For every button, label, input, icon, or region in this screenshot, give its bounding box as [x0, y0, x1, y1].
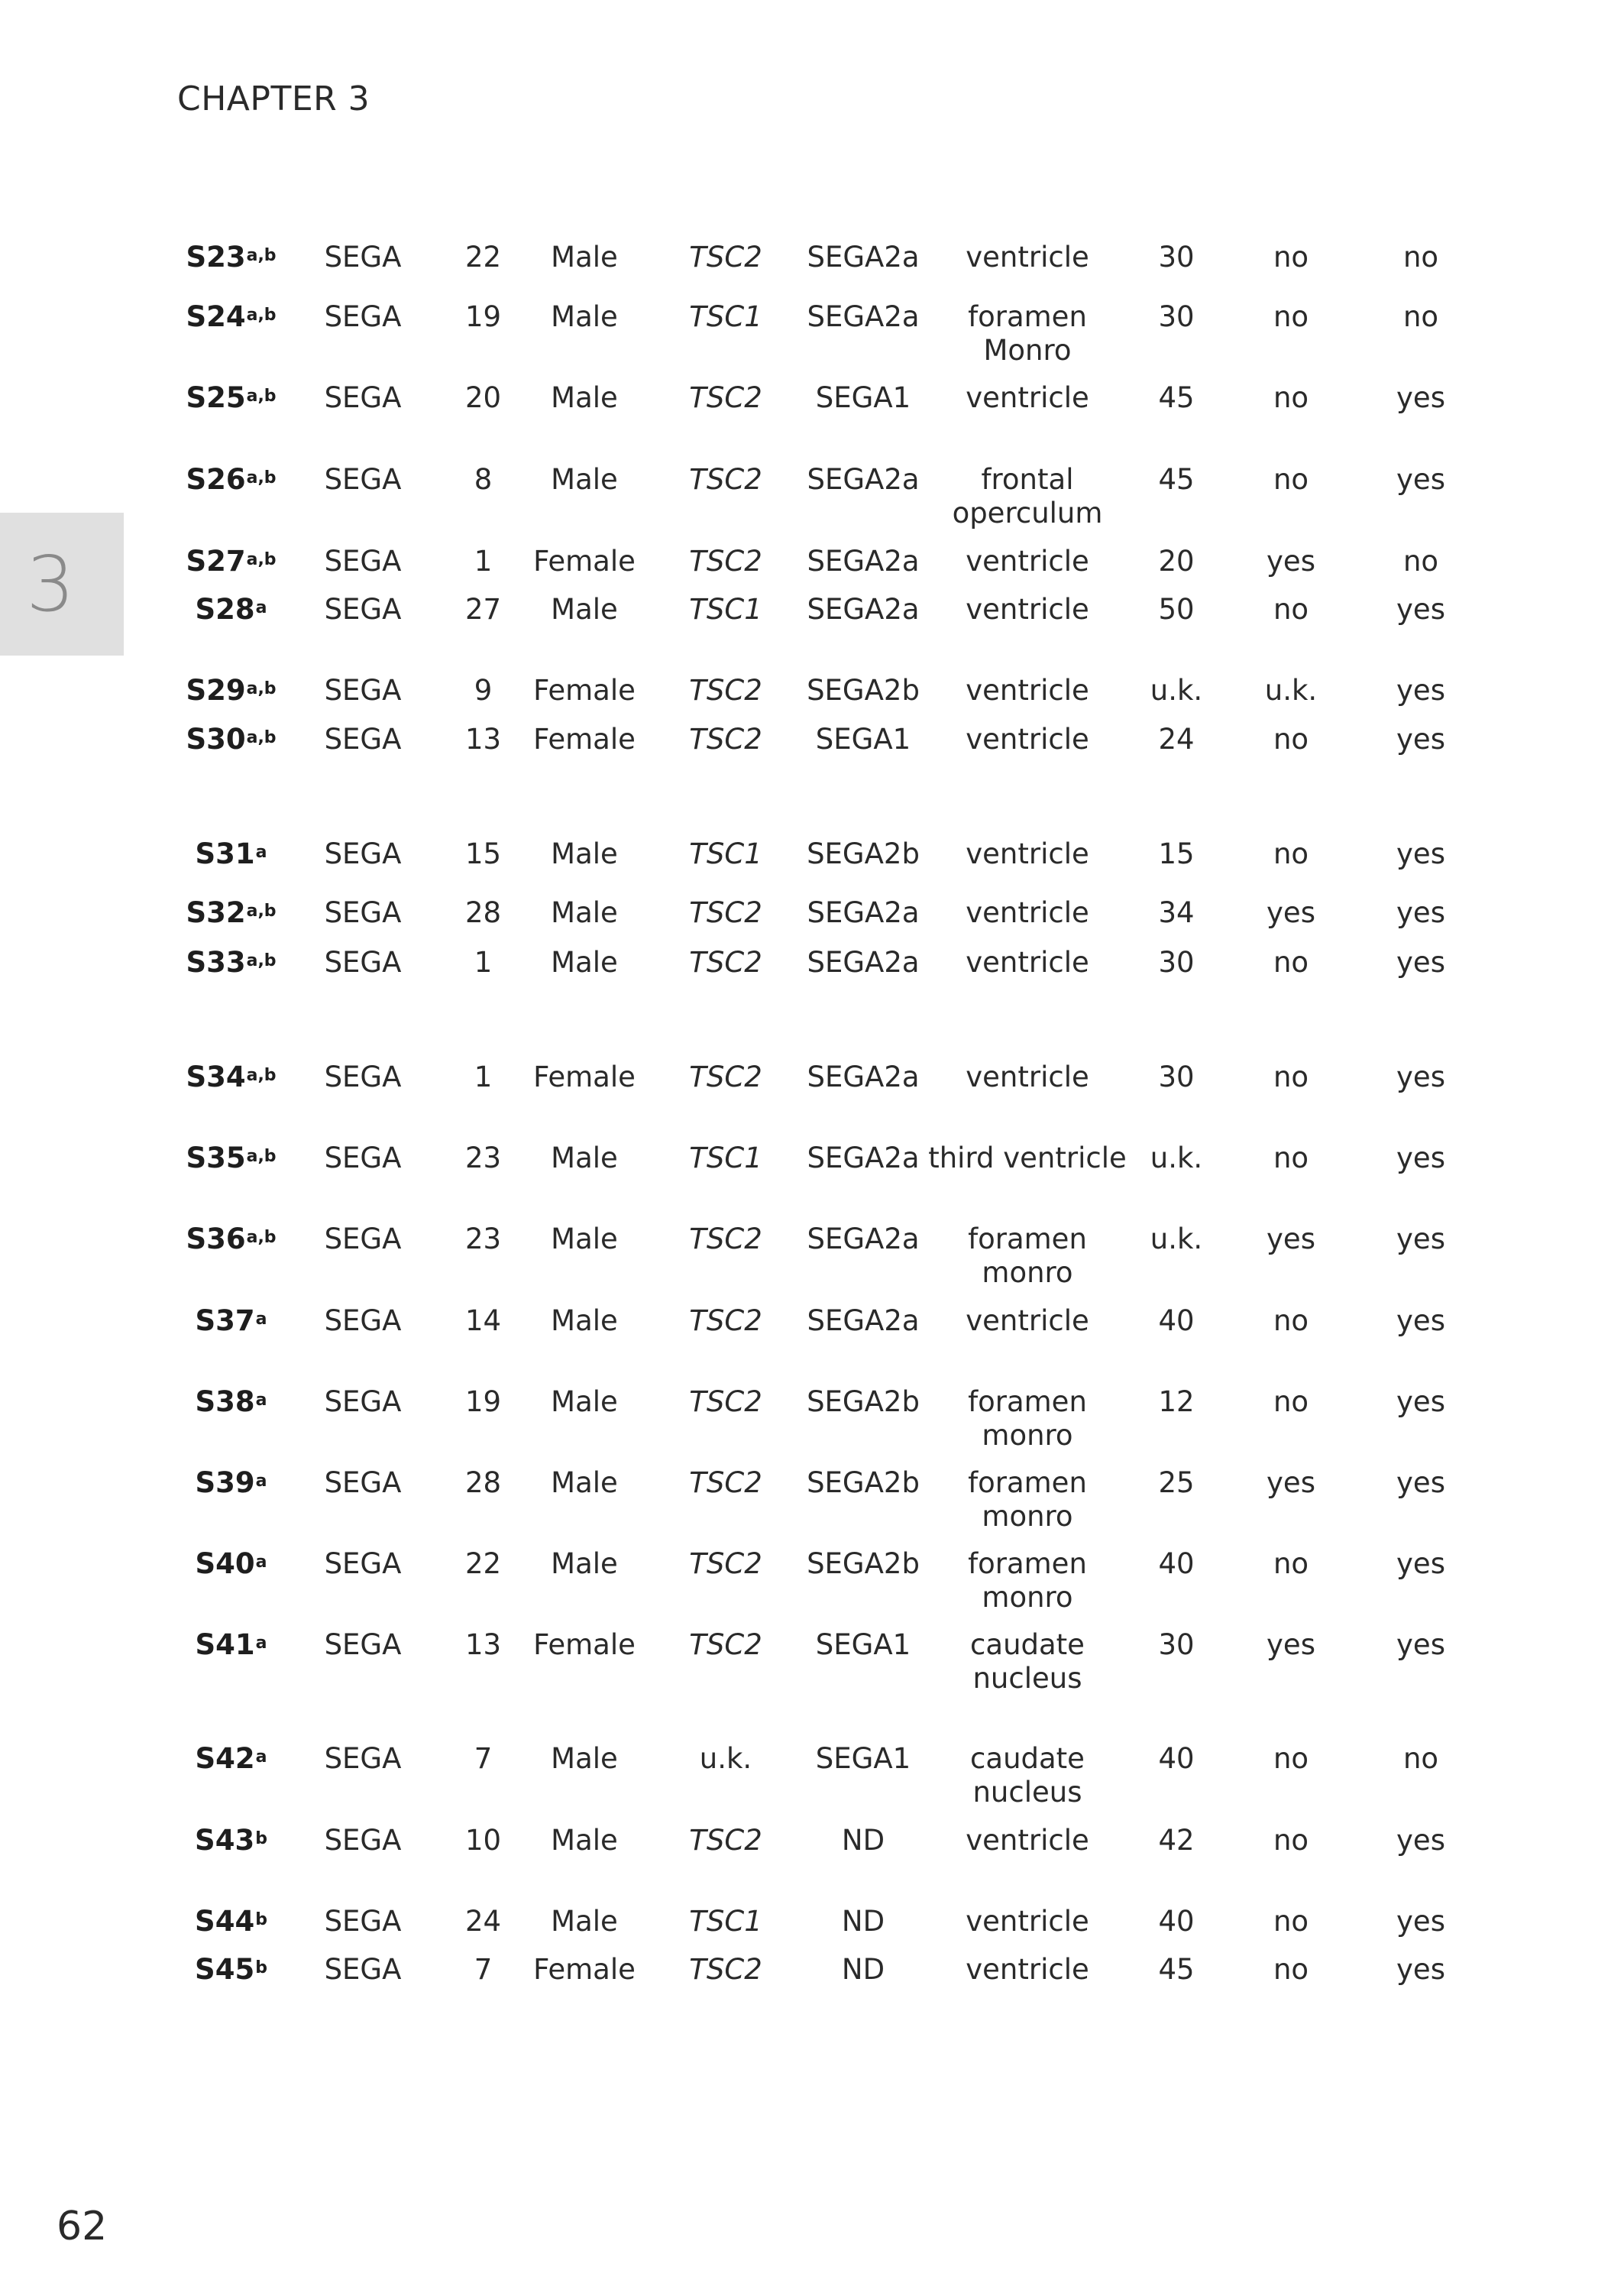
cell-sample-id — [172, 837, 290, 871]
cell-sex: Male — [551, 1742, 618, 1775]
cell-sample-id — [172, 463, 290, 497]
cell-age: 23 — [464, 1142, 502, 1174]
cell-col9: yes — [1396, 1061, 1445, 1093]
cell-gene: TSC2 — [689, 381, 762, 414]
cell-grade: SEGA2a — [807, 593, 920, 626]
cell-type: SEGA — [324, 946, 402, 979]
table-row — [0, 946, 1624, 1030]
cell-age: 28 — [464, 896, 502, 929]
cell-type: SEGA — [324, 1953, 402, 1986]
cell-location: ventricle — [966, 837, 1089, 870]
sample-footnote-marker: a,b — [246, 1066, 277, 1085]
cell-size: 30 — [1158, 1061, 1195, 1093]
cell-sex: Male — [551, 1223, 618, 1255]
cell-gene: u.k. — [699, 1742, 752, 1775]
table-row — [0, 1223, 1624, 1307]
cell-sample-id — [172, 1628, 290, 1662]
cell-age: 22 — [464, 1547, 502, 1580]
cell-sex: Male — [551, 241, 618, 274]
sample-id: S23 — [186, 241, 246, 274]
cell-gene: TSC2 — [689, 1061, 762, 1093]
cell-sample-id — [172, 1824, 290, 1857]
sample-id: S28 — [195, 593, 255, 626]
cell-grade: SEGA2b — [807, 837, 920, 870]
cell-gene: TSC2 — [689, 545, 762, 578]
cell-age: 20 — [464, 381, 502, 414]
table-row — [0, 1953, 1624, 2037]
sample-id: S36 — [186, 1223, 246, 1255]
cell-grade: SEGA2a — [807, 1223, 920, 1255]
table-row — [0, 1824, 1624, 1908]
cell-col9: yes — [1396, 896, 1445, 929]
cell-gene: TSC1 — [689, 1905, 762, 1938]
sample-footnote-marker: a,b — [246, 1228, 277, 1247]
cell-type: SEGA — [324, 381, 402, 414]
cell-sample-id — [172, 381, 290, 415]
cell-location: foramen Monro — [968, 300, 1087, 367]
cell-grade: ND — [841, 1824, 885, 1857]
cell-sex: Male — [551, 381, 618, 414]
sample-footnote-marker: b — [255, 1958, 267, 1977]
table-row — [0, 300, 1624, 384]
cell-sex: Female — [533, 674, 636, 707]
sample-footnote-marker: a,b — [246, 679, 277, 698]
cell-sample-id — [172, 723, 290, 756]
cell-col9: yes — [1396, 1547, 1445, 1580]
sample-id: S41 — [195, 1628, 255, 1661]
cell-gene: TSC2 — [689, 1466, 762, 1499]
cell-location: ventricle — [966, 545, 1089, 578]
sample-footnote-marker: a — [255, 1634, 267, 1653]
sample-id: S24 — [186, 300, 246, 333]
cell-sample-id — [172, 593, 290, 627]
cell-type: SEGA — [324, 674, 402, 707]
cell-age: 27 — [464, 593, 502, 626]
cell-gene: TSC2 — [689, 1385, 762, 1418]
cell-sex: Female — [533, 545, 636, 578]
cell-col8: yes — [1267, 1628, 1315, 1661]
cell-sample-id — [172, 545, 290, 578]
sample-footnote-marker: a,b — [246, 728, 277, 747]
cell-grade: SEGA2a — [807, 241, 920, 274]
cell-gene: TSC2 — [689, 1223, 762, 1255]
cell-type: SEGA — [324, 1824, 402, 1857]
cell-col9: yes — [1396, 837, 1445, 870]
cell-type: SEGA — [324, 1742, 402, 1775]
sample-footnote-marker: a — [255, 1310, 267, 1329]
cell-col9: yes — [1396, 593, 1445, 626]
cell-col9: no — [1402, 300, 1439, 333]
cell-sample-id — [172, 674, 290, 708]
cell-col8: no — [1273, 1304, 1309, 1337]
cell-gene: TSC2 — [689, 463, 762, 496]
cell-size: 40 — [1158, 1742, 1195, 1775]
cell-grade: SEGA1 — [815, 381, 911, 414]
cell-col8: no — [1273, 946, 1309, 979]
cell-col8: no — [1273, 837, 1309, 870]
cell-sex: Male — [551, 1466, 618, 1499]
cell-age: 22 — [464, 241, 502, 274]
cell-col8: no — [1273, 1742, 1309, 1775]
sample-footnote-marker: a — [255, 598, 267, 617]
cell-sample-id — [172, 241, 290, 274]
sample-footnote-marker: a — [255, 1747, 267, 1767]
sample-id: S34 — [186, 1061, 246, 1093]
cell-gene: TSC2 — [689, 1304, 762, 1337]
cell-age: 9 — [474, 674, 493, 707]
sample-id: S30 — [186, 723, 246, 756]
cell-type: SEGA — [324, 1385, 402, 1418]
cell-type: SEGA — [324, 1304, 402, 1337]
cell-col8: no — [1273, 593, 1309, 626]
cell-gene: TSC2 — [689, 1628, 762, 1661]
cell-gene: TSC2 — [689, 241, 762, 274]
sample-footnote-marker: a — [255, 1553, 267, 1572]
sample-footnote-marker: a,b — [246, 902, 277, 921]
cell-size: 24 — [1158, 723, 1195, 756]
cell-sex: Female — [533, 723, 636, 756]
cell-type: SEGA — [324, 1061, 402, 1093]
cell-gene: TSC2 — [689, 896, 762, 929]
cell-type: SEGA — [324, 1142, 402, 1174]
cell-location: ventricle — [966, 1824, 1089, 1857]
cell-col8: no — [1273, 381, 1309, 414]
cell-sample-id — [172, 946, 290, 980]
cell-grade: SEGA1 — [815, 723, 911, 756]
cell-col8: yes — [1267, 1466, 1315, 1499]
cell-col8: u.k. — [1264, 674, 1318, 707]
cell-grade: SEGA2b — [807, 1385, 920, 1418]
cell-col9: no — [1402, 1742, 1439, 1775]
cell-col8: no — [1273, 1061, 1309, 1093]
cell-sex: Male — [551, 300, 618, 333]
cell-type: SEGA — [324, 837, 402, 870]
sample-footnote-marker: a,b — [246, 550, 277, 569]
cell-sex: Male — [551, 1905, 618, 1938]
cell-age: 19 — [464, 300, 502, 333]
cell-sex: Male — [551, 837, 618, 870]
cell-size: u.k. — [1150, 1223, 1203, 1255]
cell-type: SEGA — [324, 1905, 402, 1938]
cell-sex: Male — [551, 1142, 618, 1174]
cell-col9: yes — [1396, 1223, 1445, 1255]
cell-sex: Female — [533, 1061, 636, 1093]
cell-grade: SEGA2b — [807, 674, 920, 707]
cell-size: 42 — [1158, 1824, 1195, 1857]
cell-location: third ventricle — [928, 1142, 1127, 1174]
sample-id: S33 — [186, 946, 246, 979]
sample-footnote-marker: a,b — [246, 246, 277, 265]
sample-id: S42 — [195, 1742, 255, 1775]
cell-size: 40 — [1158, 1304, 1195, 1337]
cell-location: ventricle — [966, 674, 1089, 707]
cell-gene: TSC1 — [689, 1142, 762, 1174]
cell-sex: Male — [551, 1304, 618, 1337]
cell-location: ventricle — [966, 896, 1089, 929]
cell-location: caudate nucleus — [970, 1628, 1085, 1695]
cell-location: caudate nucleus — [970, 1742, 1085, 1809]
cell-col9: yes — [1396, 1628, 1445, 1661]
cell-age: 7 — [474, 1742, 493, 1775]
cell-col9: yes — [1396, 674, 1445, 707]
cell-col8: no — [1273, 463, 1309, 496]
cell-location: foramen monro — [968, 1547, 1087, 1614]
cell-sex: Male — [551, 1824, 618, 1857]
cell-sex: Female — [533, 1953, 636, 1986]
cell-age: 13 — [464, 723, 502, 756]
cell-sex: Male — [551, 1385, 618, 1418]
cell-size: 40 — [1158, 1547, 1195, 1580]
cell-location: foramen monro — [968, 1223, 1087, 1289]
sample-id: S45 — [195, 1953, 255, 1986]
cell-size: 45 — [1158, 381, 1195, 414]
sample-id: S32 — [186, 896, 246, 929]
cell-col9: yes — [1396, 1905, 1445, 1938]
cell-size: 12 — [1158, 1385, 1195, 1418]
sample-id: S26 — [186, 463, 246, 496]
table-row — [0, 723, 1624, 807]
table-row — [0, 1061, 1624, 1145]
cell-type: SEGA — [324, 723, 402, 756]
cell-age: 1 — [474, 545, 493, 578]
cell-location: ventricle — [966, 381, 1089, 414]
cell-col8: no — [1273, 723, 1309, 756]
sample-footnote-marker: b — [255, 1910, 267, 1929]
cell-location: ventricle — [966, 723, 1089, 756]
cell-sex: Male — [551, 463, 618, 496]
sample-footnote-marker: a,b — [246, 1147, 277, 1166]
cell-col9: yes — [1396, 1824, 1445, 1857]
table-row — [0, 1547, 1624, 1631]
cell-grade: SEGA2a — [807, 1142, 920, 1174]
sample-id: S27 — [186, 545, 246, 578]
cell-age: 24 — [464, 1905, 502, 1938]
cell-col8: no — [1273, 1547, 1309, 1580]
cell-sample-id — [172, 896, 290, 930]
sample-footnote-marker: b — [255, 1829, 267, 1848]
cell-location: foramen monro — [968, 1466, 1087, 1533]
chapter-tab-number: 3 — [26, 539, 75, 629]
cell-type: SEGA — [324, 241, 402, 274]
cell-grade: SEGA1 — [815, 1742, 911, 1775]
cell-grade: ND — [841, 1905, 885, 1938]
cell-age: 7 — [474, 1953, 493, 1986]
sample-footnote-marker: a,b — [246, 306, 277, 325]
cell-col8: no — [1273, 1953, 1309, 1986]
cell-grade: SEGA2b — [807, 1547, 920, 1580]
cell-size: 34 — [1158, 896, 1195, 929]
cell-type: SEGA — [324, 300, 402, 333]
cell-type: SEGA — [324, 545, 402, 578]
cell-location: ventricle — [966, 1905, 1089, 1938]
cell-size: 30 — [1158, 300, 1195, 333]
cell-col9: yes — [1396, 1466, 1445, 1499]
cell-location: ventricle — [966, 1953, 1089, 1986]
cell-type: SEGA — [324, 896, 402, 929]
cell-col8: yes — [1267, 545, 1315, 578]
cell-sample-id — [172, 1142, 290, 1175]
cell-size: 45 — [1158, 1953, 1195, 1986]
cell-sample-id — [172, 1905, 290, 1938]
cell-size: 25 — [1158, 1466, 1195, 1499]
cell-gene: TSC2 — [689, 946, 762, 979]
cell-grade: SEGA2a — [807, 1061, 920, 1093]
cell-col8: no — [1273, 1385, 1309, 1418]
cell-type: SEGA — [324, 1628, 402, 1661]
cell-location: ventricle — [966, 241, 1089, 274]
cell-age: 1 — [474, 946, 493, 979]
cell-col8: no — [1273, 300, 1309, 333]
cell-size: 30 — [1158, 946, 1195, 979]
sample-footnote-marker: a — [255, 1391, 267, 1410]
cell-col8: no — [1273, 1824, 1309, 1857]
cell-sample-id — [172, 300, 290, 334]
cell-sample-id — [172, 1953, 290, 1987]
cell-location: ventricle — [966, 1061, 1089, 1093]
cell-sample-id — [172, 1061, 290, 1094]
sample-id: S35 — [186, 1142, 246, 1174]
cell-type: SEGA — [324, 1466, 402, 1499]
cell-sample-id — [172, 1385, 290, 1419]
sample-id: S39 — [195, 1466, 255, 1499]
cell-size: 20 — [1158, 545, 1195, 578]
cell-sex: Male — [551, 946, 618, 979]
cell-age: 19 — [464, 1385, 502, 1418]
cell-col9: no — [1402, 241, 1439, 274]
cell-size: 50 — [1158, 593, 1195, 626]
cell-location: ventricle — [966, 946, 1089, 979]
cell-col9: yes — [1396, 1142, 1445, 1174]
cell-age: 10 — [464, 1824, 502, 1857]
cell-col8: yes — [1267, 1223, 1315, 1255]
cell-age: 15 — [464, 837, 502, 870]
sample-id: S44 — [195, 1905, 255, 1938]
cell-gene: TSC1 — [689, 593, 762, 626]
table-row — [0, 381, 1624, 465]
cell-size: 40 — [1158, 1905, 1195, 1938]
cell-sample-id — [172, 1466, 290, 1500]
table-row — [0, 1385, 1624, 1469]
cell-col9: yes — [1396, 946, 1445, 979]
sample-footnote-marker: a — [255, 1472, 267, 1491]
cell-sample-id — [172, 1304, 290, 1338]
page-number: 62 — [57, 2204, 108, 2249]
cell-size: u.k. — [1150, 674, 1203, 707]
sample-id: S38 — [195, 1385, 255, 1418]
cell-gene: TSC2 — [689, 1824, 762, 1857]
cell-age: 8 — [474, 463, 493, 496]
cell-gene: TSC2 — [689, 674, 762, 707]
cell-type: SEGA — [324, 1223, 402, 1255]
cell-grade: SEGA2a — [807, 946, 920, 979]
cell-age: 28 — [464, 1466, 502, 1499]
cell-grade: SEGA2a — [807, 545, 920, 578]
cell-sample-id — [172, 1223, 290, 1256]
cell-col9: yes — [1396, 1385, 1445, 1418]
sample-id: S29 — [186, 674, 246, 707]
sample-id: S31 — [195, 837, 255, 870]
sample-footnote-marker: a,b — [246, 468, 277, 487]
cell-col8: no — [1273, 241, 1309, 274]
cell-col8: no — [1273, 1905, 1309, 1938]
cell-col9: no — [1402, 545, 1439, 578]
cell-age: 1 — [474, 1061, 493, 1093]
cell-size: 45 — [1158, 463, 1195, 496]
cell-grade: SEGA2a — [807, 463, 920, 496]
cell-size: 30 — [1158, 241, 1195, 274]
cell-col8: no — [1273, 1142, 1309, 1174]
cell-sex: Female — [533, 1628, 636, 1661]
table-row — [0, 593, 1624, 677]
cell-grade: SEGA1 — [815, 1628, 911, 1661]
cell-gene: TSC1 — [689, 300, 762, 333]
cell-col9: yes — [1396, 463, 1445, 496]
cell-location: frontal operculum — [952, 463, 1103, 530]
cell-location: foramen monro — [968, 1385, 1087, 1452]
cell-sex: Male — [551, 593, 618, 626]
cell-gene: TSC2 — [689, 1953, 762, 1986]
cell-col9: yes — [1396, 1304, 1445, 1337]
sample-id: S43 — [195, 1824, 255, 1857]
cell-type: SEGA — [324, 593, 402, 626]
cell-sample-id — [172, 1742, 290, 1776]
table-row — [0, 1466, 1624, 1550]
cell-grade: SEGA2a — [807, 896, 920, 929]
cell-location: ventricle — [966, 593, 1089, 626]
cell-size: 15 — [1158, 837, 1195, 870]
cell-age: 14 — [464, 1304, 502, 1337]
sample-footnote-marker: a — [255, 843, 267, 862]
cell-col9: yes — [1396, 1953, 1445, 1986]
chapter-header: CHAPTER 3 — [177, 79, 370, 118]
cell-size: 30 — [1158, 1628, 1195, 1661]
table-row — [0, 1142, 1624, 1226]
cell-type: SEGA — [324, 463, 402, 496]
cell-size: u.k. — [1150, 1142, 1203, 1174]
sample-id: S25 — [186, 381, 246, 414]
sample-id: S37 — [195, 1304, 255, 1337]
sample-footnote-marker: a,b — [246, 387, 277, 406]
cell-age: 13 — [464, 1628, 502, 1661]
cell-grade: ND — [841, 1953, 885, 1986]
table-row — [0, 463, 1624, 547]
sample-id: S40 — [195, 1547, 255, 1580]
cell-grade: SEGA2a — [807, 300, 920, 333]
cell-col9: yes — [1396, 723, 1445, 756]
cell-col9: yes — [1396, 381, 1445, 414]
cell-grade: SEGA2a — [807, 1304, 920, 1337]
cell-location: ventricle — [966, 1304, 1089, 1337]
table-row — [0, 1628, 1624, 1712]
table-row — [0, 1304, 1624, 1388]
cell-age: 23 — [464, 1223, 502, 1255]
table-row — [0, 1742, 1624, 1826]
cell-col8: yes — [1267, 896, 1315, 929]
cell-sex: Male — [551, 896, 618, 929]
cell-sex: Male — [551, 1547, 618, 1580]
cell-grade: SEGA2b — [807, 1466, 920, 1499]
cell-gene: TSC2 — [689, 723, 762, 756]
cell-gene: TSC2 — [689, 1547, 762, 1580]
cell-gene: TSC1 — [689, 837, 762, 870]
sample-footnote-marker: a,b — [246, 951, 277, 970]
cell-sample-id — [172, 1547, 290, 1581]
cell-type: SEGA — [324, 1547, 402, 1580]
